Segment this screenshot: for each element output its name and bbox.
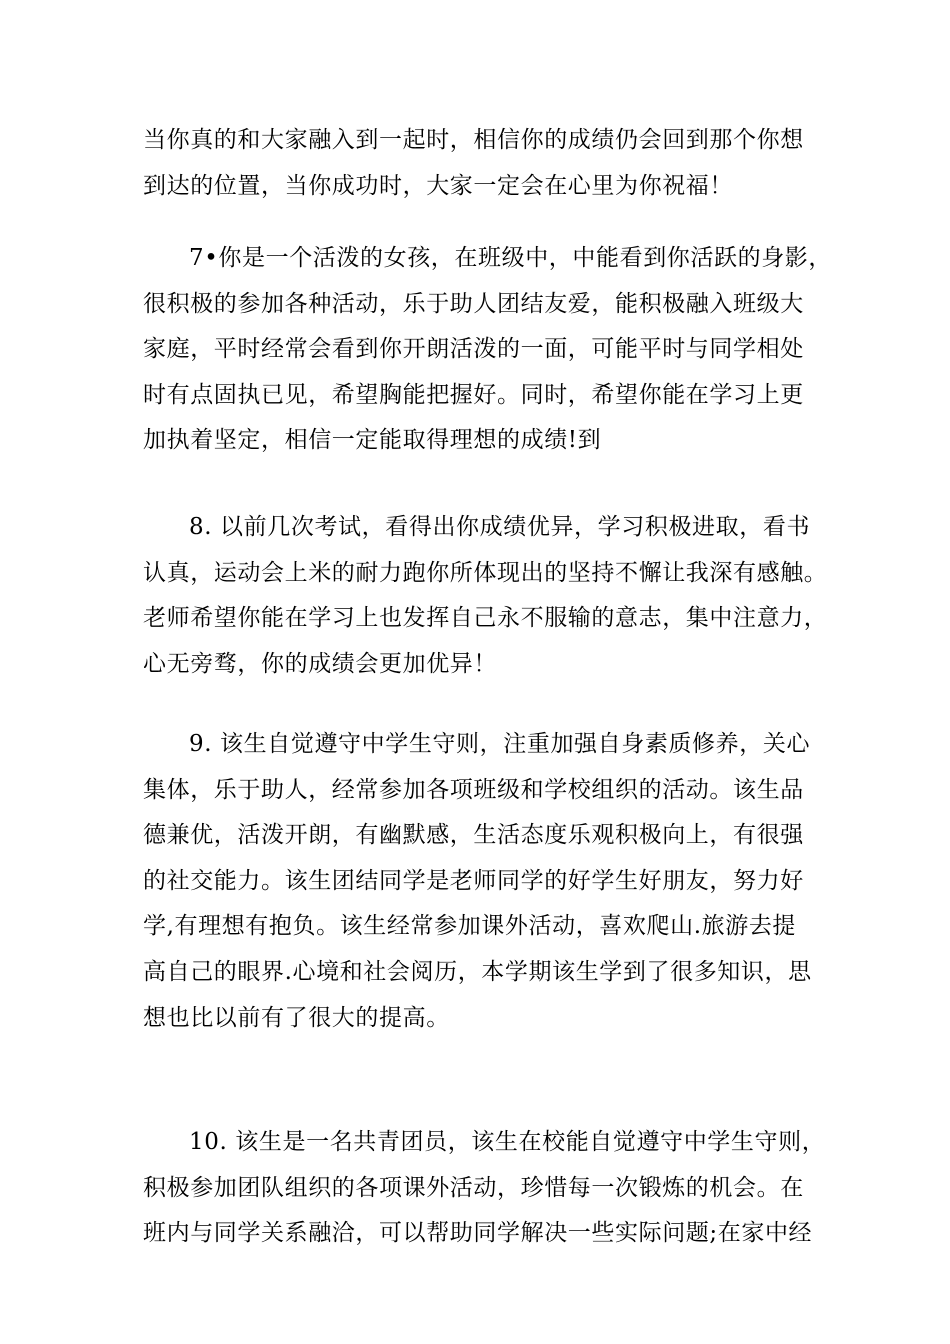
- text-line: 当你真的和大家融入到一起时，相信你的成绩仍会回到那个你想: [143, 127, 804, 153]
- text-line: 高自己的眼界.心境和社会阅历，本学期该生学到了很多知识，思: [143, 958, 812, 985]
- text-line: 很积极的参加各种活动，乐于助人团结友爱，能积极融入班级大: [143, 290, 804, 317]
- paragraph-10: [143, 1120, 826, 1257]
- text-line: 8. 以前几次考试，看得出你成绩优异，学习积极进取，看书: [189, 514, 811, 540]
- paragraph-closing-6: [143, 118, 815, 209]
- paragraph-8: [143, 505, 828, 687]
- text-line: 时有点固执已见，希望胸能把握好。同时，希望你能在学习上更: [143, 381, 804, 408]
- text-line: 7•你是一个活泼的女孩，在班级中，中能看到你活跃的身影，: [189, 245, 832, 271]
- text-line: 德兼优，活泼开朗，有幽默感，生活态度乐观积极向上，有很强: [143, 822, 804, 849]
- text-line: 认真，运动会上米的耐力跑你所体现出的坚持不懈让我深有感触。: [143, 559, 828, 586]
- text-line: 想也比以前有了很大的提高。: [143, 1004, 450, 1031]
- text-line: 的社交能力。该生团结同学是老师同学的好学生好朋友，努力好: [143, 867, 804, 894]
- text-line: 集体，乐于助人，经常参加各项班级和学校组织的活动。该生品: [143, 776, 804, 803]
- text-line: 心无旁骛，你的成绩会更加优异！: [143, 650, 497, 677]
- text-line: 加执着坚定，相信一定能取得理想的成绩!到: [143, 427, 602, 454]
- text-line: 10. 该生是一名共青团员，该生在校能自觉遵守中学生守则，: [189, 1129, 826, 1155]
- text-line: 积极参加团队组织的各项课外活动，珍惜每一次锻炼的机会。在: [143, 1174, 804, 1201]
- paragraph-9: [143, 722, 815, 1041]
- text-line: 学,有理想有抱负。该生经常参加课外活动，喜欢爬山.旅游去提: [143, 913, 797, 940]
- text-line: 班内与同学关系融洽，可以帮助同学解决一些实际问题;在家中经: [143, 1220, 813, 1247]
- text-line: 老师希望你能在学习上也发挥自己永不服输的意志，集中注意力，: [143, 605, 828, 632]
- text-line: 9. 该生自觉遵守中学生守则，注重加强自身素质修养，关心: [189, 731, 811, 757]
- text-line: 到达的位置，当你成功时，大家一定会在心里为你祝福！: [143, 172, 733, 199]
- paragraph-7: [143, 236, 832, 464]
- text-line: 家庭，平时经常会看到你开朗活泼的一面，可能平时与同学相处: [143, 336, 804, 363]
